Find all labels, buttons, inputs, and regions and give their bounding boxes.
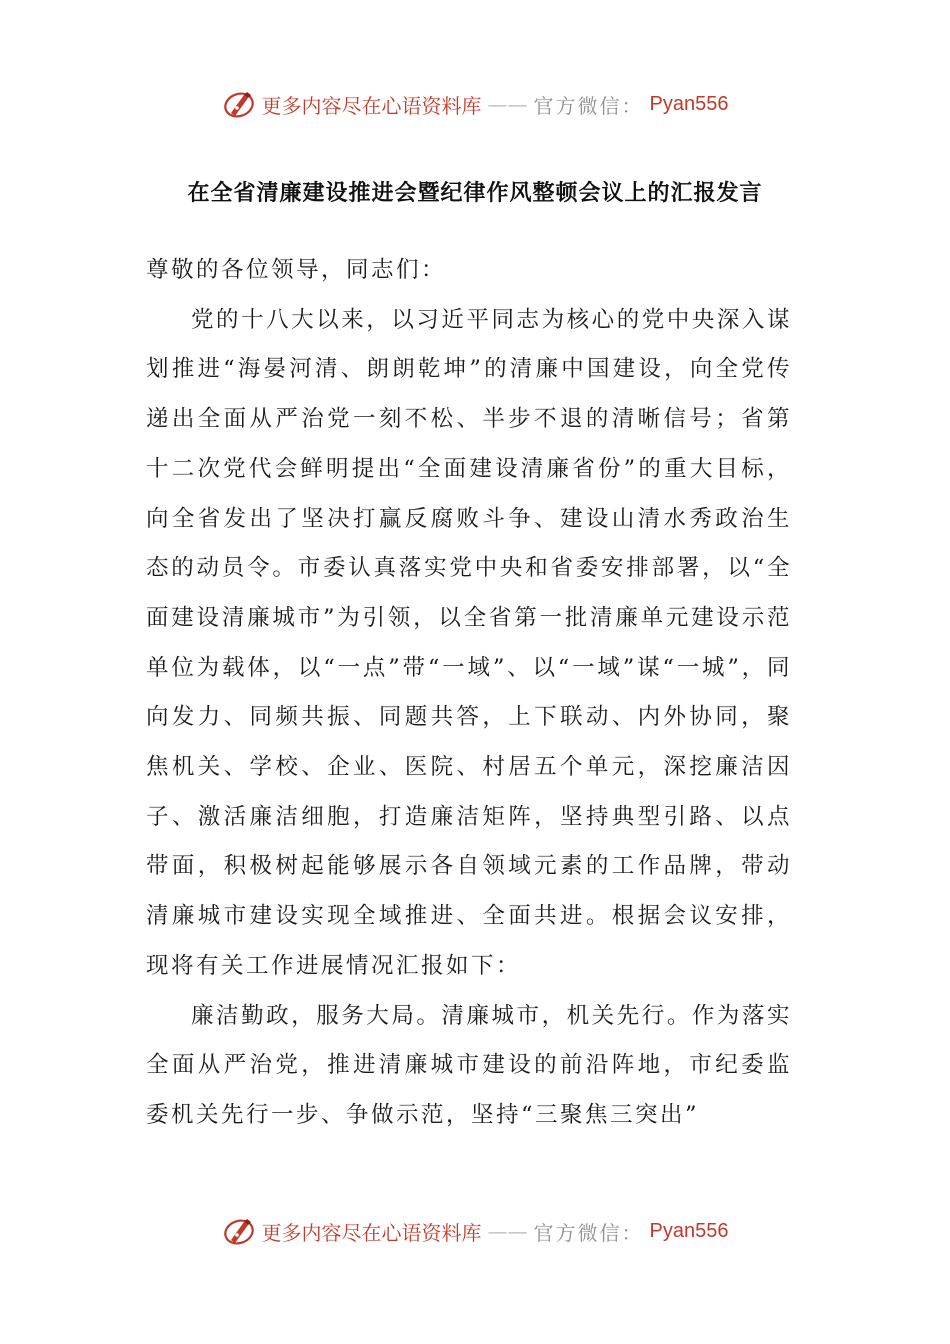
document-body (146, 246, 792, 1141)
pen-nib-icon (222, 1214, 256, 1248)
banner-gray-text: 官方微信： (533, 93, 644, 118)
footer-banner (0, 1211, 950, 1251)
banner-wechat-id: Pyan556 (649, 92, 729, 115)
banner-red-text: 更多内容尽在心语资料库 (261, 93, 482, 118)
banner-wechat-id: Pyan556 (649, 1219, 729, 1242)
banner-gray-text: 官方微信： (533, 1220, 644, 1245)
pen-nib-icon (222, 87, 256, 121)
salutation: 尊敬的各位领导，同志们： (146, 257, 447, 283)
header-banner (0, 84, 950, 124)
banner-separator: —— (487, 92, 528, 116)
banner-red-text: 更多内容尽在心语资料库 (261, 1220, 482, 1245)
banner-separator: —— (487, 1219, 528, 1243)
paragraph: 廉洁勤政，服务大局。清廉城市，机关先行。作为落实全面从严治党，推进清廉城市建设的前沿阵地，市纪委监委机关先行一步、争做示范，坚持“三聚焦三突出” (146, 1002, 792, 1128)
paragraph: 党的十八大以来，以习近平同志为核心的党中央深入谋划推进“海晏河清、朗朗乾坤”的清廉中国建设，向全党传递出全面从严治党一刻不松、半步不退的清晰信号；省第十二次党代会鲜明提出“全面建设清廉省份”的重大目标，向全省发出了坚决打赢反腐败斗争、建设山清水秀政治生态的动员令。市委认真落实党中央和省委安排部署，以“全面建设清廉城市”为引领，以全省第一批清廉单元建设示范单位为载体，以“一点”带“一域”、以“一域”谋“一城”，同向发力、同频共振、同题共答，上下联动、内外协同，聚焦机关、学校、企业、医院、村居五个单元，深挖廉洁因子、激活廉洁细胞，打造廉洁矩阵，坚持典型引路、以点带面，积极树起能够展示各自领域元素的工作品牌，带动清廉城市建设实现全域推进、全面共进。根据会议安排，现将有关工作进展情况汇报如下： (146, 306, 792, 979)
document-title: 在全省清廉建设推进会暨纪律作风整顿会议上的汇报发言 (187, 180, 763, 206)
